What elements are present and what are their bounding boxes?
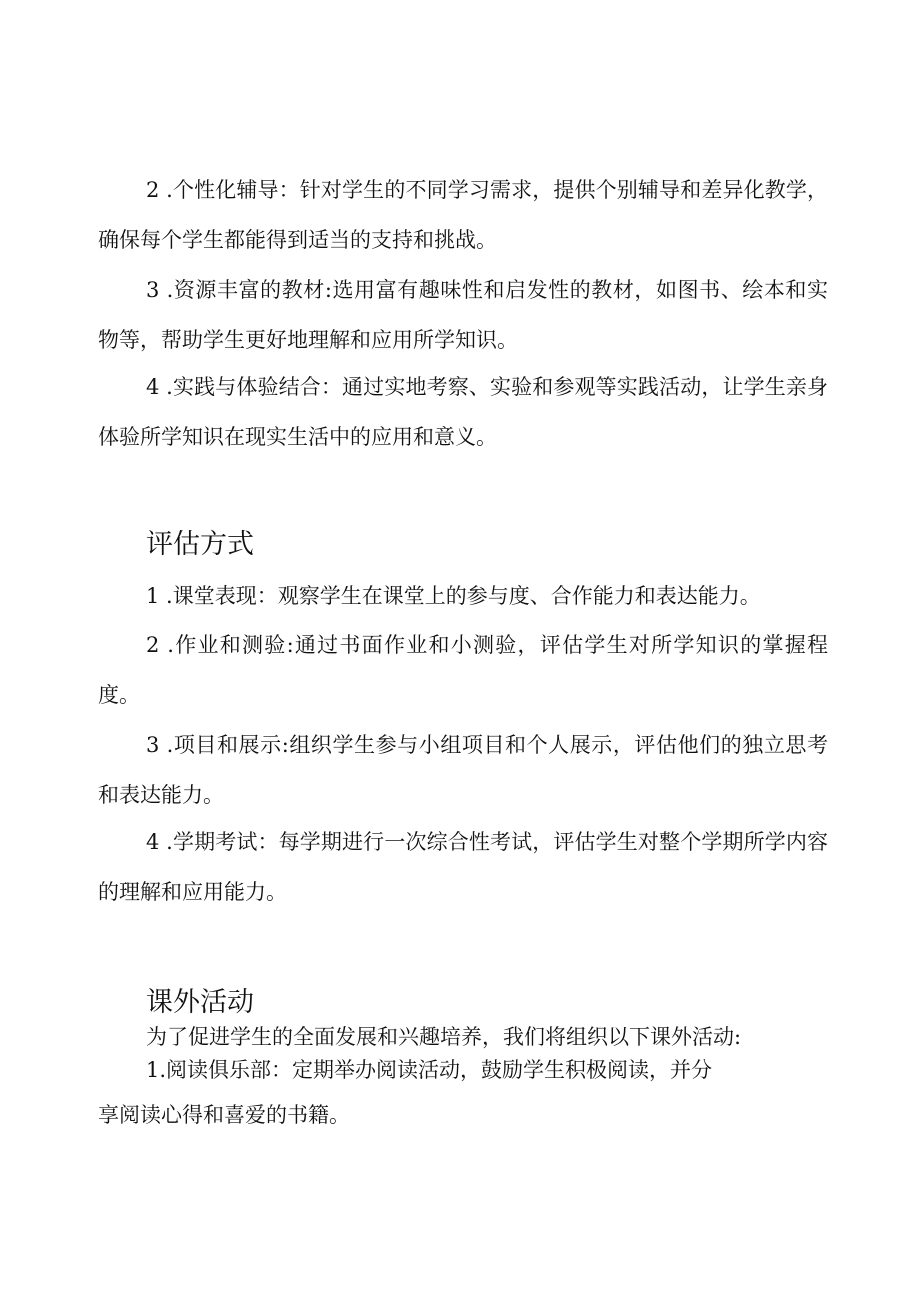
assessment-item-2: 2 .作业和测验:通过书面作业和小测验，评估学生对所学知识的掌握程度。 (98, 633, 828, 707)
activities-item-1: 1.阅读俱乐部：定期举办阅读活动，鼓励学生积极阅读，并分 (146, 1058, 713, 1082)
teaching-item-4: 4 .实践与体验结合：通过实地考察、实验和参观等实践活动，让学生亲身体验所学知识在现实生活中的应用和意义。 (98, 375, 828, 449)
teaching-item-2: 2 .个性化辅导：针对学生的不同学习需求，提供个别辅导和差异化教学，确保每个学生都能得到适当的支持和挑战。 (98, 178, 828, 252)
teaching-item-3: 3 .资源丰富的教材:选用富有趣味性和启发性的教材，如图书、绘本和实物等，帮助学生更好地理解和应用所学知识。 (98, 278, 828, 352)
activities-item-1-continued: 享阅读心得和喜爱的书籍。 (98, 1103, 350, 1127)
assessment-item-1: 1 .课堂表现：观察学生在课堂上的参与度、合作能力和表达能力。 (146, 584, 761, 608)
activities-intro: 为了促进学生的全面发展和兴趣培养，我们将组织以下课外活动: (146, 1025, 742, 1049)
assessment-item-3: 3 .项目和展示:组织学生参与小组项目和个人展示，评估他们的独立思考和表达能力。 (98, 733, 828, 807)
assessment-item-4: 4 .学期考试：每学期进行一次综合性考试，评估学生对整个学期所学内容的理解和应用能力。 (98, 830, 828, 904)
assessment-heading: 评估方式 (146, 529, 254, 560)
activities-heading: 课外活动 (146, 987, 254, 1018)
